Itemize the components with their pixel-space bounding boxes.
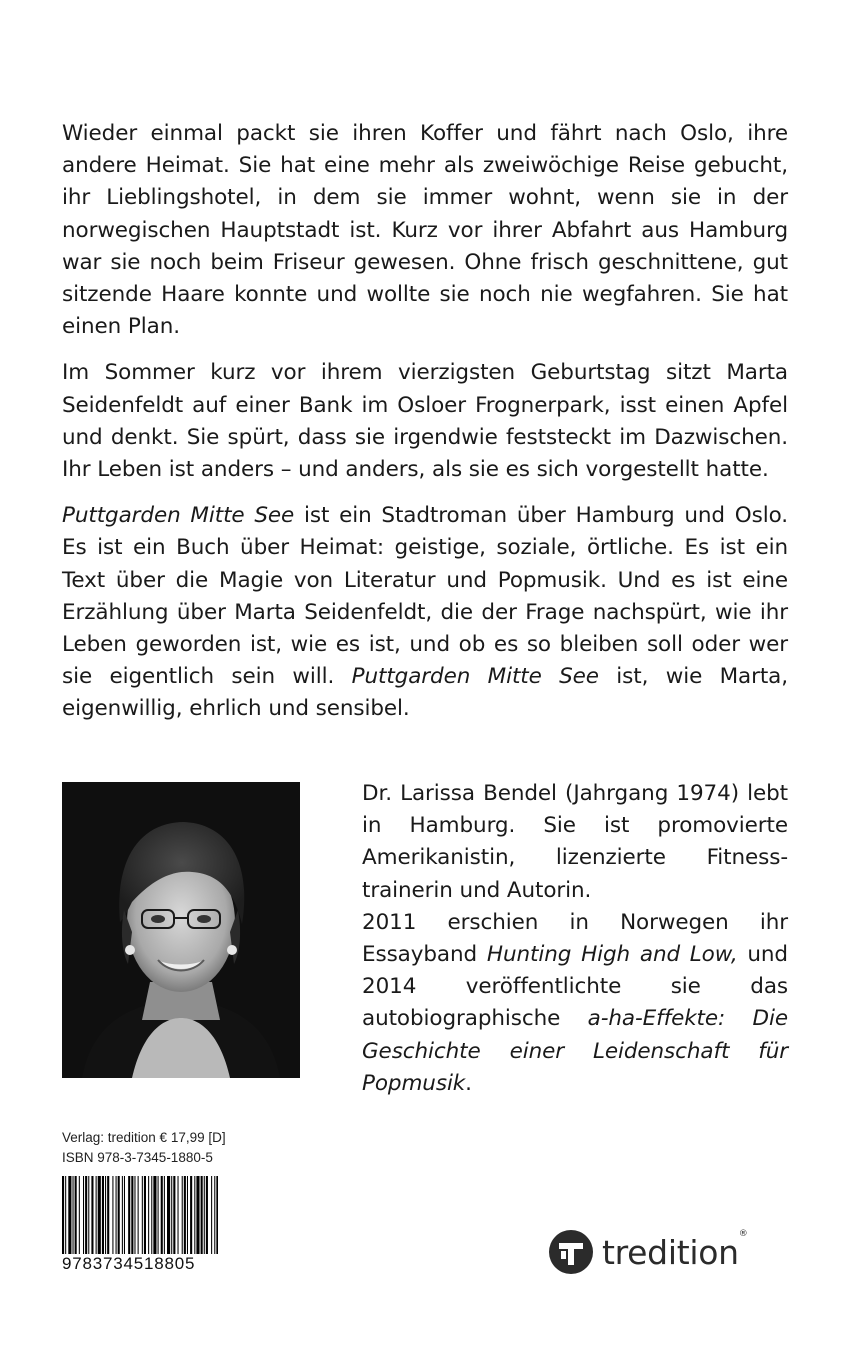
barcode-bar [85, 1176, 87, 1254]
barcode-bar [164, 1176, 165, 1254]
publisher-logo [548, 1228, 747, 1276]
barcode-bar [83, 1176, 84, 1254]
barcode-bar [96, 1176, 97, 1254]
barcode-bar [91, 1176, 93, 1254]
book-title: Puttgarden Mitte See [351, 664, 599, 690]
registered-mark: ® [738, 1228, 748, 1239]
barcode-bar [116, 1176, 117, 1254]
barcode-bar [122, 1176, 123, 1254]
barcode-bar [178, 1176, 179, 1254]
barcode-bar [124, 1176, 125, 1254]
barcode-bar [214, 1176, 215, 1254]
barcode-bar [112, 1176, 113, 1254]
barcode-bar [187, 1176, 188, 1254]
blurb-text: ist ein Stadtroman über Hamburg und Oslo. Es ist ein Buch über Heimat: geistige, soziale, örtliche. Es ist ein Text über die Magie von Literatur und Popmusik. Und es ist eine Erzählung über Marta Seidenfeldt, die der Frage nachspürt, wie ihr Leben geworden ist, wie es ist, und ob es so bleiben soll oder wer sie eigentlich sein will. [62, 503, 788, 690]
barcode-bar [216, 1176, 218, 1254]
barcode-bar [128, 1176, 130, 1254]
barcode [62, 1176, 218, 1254]
author-bio [362, 778, 788, 1100]
bio-text: . [465, 1070, 472, 1096]
barcode-bar [142, 1176, 143, 1254]
barcode-bar [158, 1176, 159, 1254]
barcode-bar [194, 1176, 195, 1254]
barcode-bar [102, 1176, 104, 1254]
barcode-bar [204, 1176, 205, 1254]
publisher-price: Verlag: tredition € 17,99 [D] [62, 1130, 226, 1145]
logo-wordmark [602, 1228, 748, 1272]
author-photo [62, 782, 300, 1078]
barcode-bar [73, 1176, 74, 1254]
barcode-bar [131, 1176, 133, 1254]
barcode-bar [148, 1176, 149, 1254]
author-portrait-icon [62, 782, 300, 1078]
barcode-bar [134, 1176, 135, 1254]
logo-text: tredition [602, 1232, 739, 1272]
barcode-bar [105, 1176, 106, 1254]
barcode-bar [211, 1176, 212, 1254]
barcode-bar [107, 1176, 109, 1254]
book-title: Puttgarden Mitte See [62, 503, 295, 529]
barcode-bar [161, 1176, 163, 1254]
barcode-bar [68, 1176, 71, 1254]
barcode-bar [173, 1176, 175, 1254]
isbn-line: ISBN 978-3-7345-1880-5 [62, 1150, 213, 1165]
barcode-bar [88, 1176, 89, 1254]
ean-number: 9783734518805 [62, 1254, 196, 1273]
bio-text: und 2014 veröffentlichte sie das autobiographische [362, 942, 788, 1032]
blurb-paragraph-1: Wieder einmal packt sie ihren Koffer und fährt nach Oslo, ihre andere Heimat. Sie hat eine mehr als zweiwöchige Reise gebucht, ihr Lieblingshotel, in dem sie immer wohnt, wenn sie in der norwegischen Hauptstadt ist. Kurz vor ihrer Abfahrt aus Hamburg war sie noch beim Friseur gewesen. Ohne frisch geschnittene, gut sitzende Haare konnte und wollte sie noch nie wegfahren. Sie hat einen Plan. [62, 121, 788, 340]
barcode-bar [190, 1176, 192, 1254]
barcode-bar [206, 1176, 208, 1254]
barcode-bar [201, 1176, 203, 1254]
barcode-bar [171, 1176, 172, 1254]
bio-paragraph-1: Dr. Larissa Bendel (Jahrgang 1974) lebt in Hamburg. Sie ist promovierte Amerikanistin, lizenzierte Fitness-trainerin und Autorin. [362, 781, 788, 903]
bio-paragraph-2 [362, 907, 788, 1100]
barcode-bar [79, 1176, 80, 1254]
barcode-bar [151, 1176, 152, 1254]
barcode-bar [184, 1176, 186, 1254]
barcode-bar [98, 1176, 101, 1254]
barcode-bar [196, 1176, 199, 1254]
blurb-paragraph-2: Im Sommer kurz vor ihrem vierzigsten Geburtstag sitzt Marta Seidenfeldt auf einer Bank im Osloer Frognerpark, isst einen Apfel und denkt. Sie spürt, dass sie irgendwie feststeckt im Dazwischen. Ihr Leben ist anders – und anders, als sie es sich vorgestellt hatte. [62, 360, 788, 483]
barcode-bar [153, 1176, 156, 1254]
book-title: a-ha-Effekte: Die Geschichte einer Leidenschaft für Popmusik [362, 1006, 789, 1096]
essay-title: Hunting High and Low, [486, 942, 738, 968]
barcode-bar [62, 1176, 64, 1254]
blurb-text: ist, wie Marta, eigenwillig, ehrlich und sensibel. [62, 664, 788, 722]
publisher-info [62, 1128, 226, 1168]
bio-text: 2011 erschien in Norwegen ihr Essayband [362, 909, 788, 968]
barcode-bar [167, 1176, 170, 1254]
barcode-bar [65, 1176, 66, 1254]
blurb-paragraph-3 [62, 500, 788, 725]
back-cover-blurb [62, 118, 788, 740]
tredition-logo-icon [548, 1229, 594, 1275]
barcode-bar [144, 1176, 146, 1254]
barcode-bar [118, 1176, 120, 1254]
barcode-bar [138, 1176, 139, 1254]
barcode-bar [182, 1176, 183, 1254]
barcode-bar [75, 1176, 77, 1254]
